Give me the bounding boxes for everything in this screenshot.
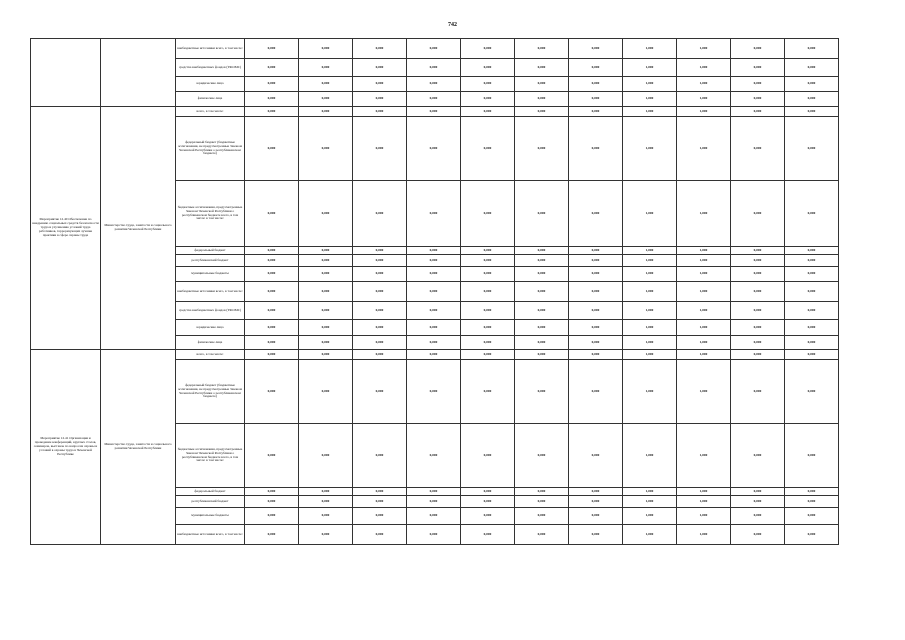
amount-cell: 0,000 <box>407 350 461 360</box>
amount-cell: 0,000 <box>353 350 407 360</box>
amount-cell: 0,000 <box>569 181 623 247</box>
amount-cell: 0,000 <box>731 488 785 496</box>
funding-source-cell: юридические лица <box>176 77 245 92</box>
amount-cell: 0,000 <box>461 424 515 488</box>
amount-cell: 0,000 <box>515 282 569 302</box>
amount-cell: 0,000 <box>731 247 785 255</box>
funding-source-cell: внебюджетные источники всего, в том числе: <box>176 282 245 302</box>
amount-cell: 0,000 <box>245 107 299 117</box>
amount-cell: 0,000 <box>731 117 785 181</box>
table-row <box>31 39 839 59</box>
amount-cell: 0,000 <box>245 525 299 545</box>
amount-cell: 0,000 <box>407 117 461 181</box>
amount-cell: 0,000 <box>461 117 515 181</box>
amount-cell: 0,000 <box>515 92 569 107</box>
amount-cell: 0,000 <box>785 336 839 350</box>
amount-cell: 1,000 <box>677 488 731 496</box>
amount-cell: 0,000 <box>569 488 623 496</box>
amount-cell: 0,000 <box>245 508 299 525</box>
amount-cell: 0,000 <box>731 424 785 488</box>
amount-cell: 0,000 <box>731 107 785 117</box>
amount-cell: 0,000 <box>353 488 407 496</box>
amount-cell: 0,000 <box>515 181 569 247</box>
amount-cell: 0,000 <box>299 255 353 267</box>
amount-cell: 0,000 <box>407 525 461 545</box>
amount-cell: 1,000 <box>623 267 677 282</box>
amount-cell: 0,000 <box>569 247 623 255</box>
amount-cell: 0,000 <box>785 39 839 59</box>
event-name-cell <box>31 39 101 107</box>
funding-source-cell: республиканский бюджет <box>176 496 245 508</box>
funding-source-cell: федеральный бюджет (бюджетные ассигнования, не предусмотренные Законом Чеченской Республики о республиканском бюджете) <box>176 360 245 424</box>
amount-cell: 1,000 <box>677 59 731 77</box>
amount-cell: 0,000 <box>245 247 299 255</box>
amount-cell: 0,000 <box>407 336 461 350</box>
amount-cell: 0,000 <box>569 107 623 117</box>
amount-cell: 0,000 <box>245 181 299 247</box>
amount-cell: 0,000 <box>785 181 839 247</box>
amount-cell: 0,000 <box>299 525 353 545</box>
amount-cell: 0,000 <box>785 424 839 488</box>
amount-cell: 0,000 <box>569 336 623 350</box>
amount-cell: 0,000 <box>461 181 515 247</box>
funding-source-cell: бюджетные ассигнования, предусмотренные Законом Чеченской Республики о республиканском бюджете всего, в том числе: в том числе: <box>176 181 245 247</box>
amount-cell: 0,000 <box>461 107 515 117</box>
funding-source-cell: федеральный бюджет <box>176 247 245 255</box>
amount-cell: 0,000 <box>245 117 299 181</box>
amount-cell: 0,000 <box>785 255 839 267</box>
amount-cell: 0,000 <box>461 488 515 496</box>
amount-cell: 0,000 <box>353 282 407 302</box>
amount-cell: 1,000 <box>677 117 731 181</box>
amount-cell: 1,000 <box>677 360 731 424</box>
executor-cell <box>101 39 176 107</box>
amount-cell: 0,000 <box>299 496 353 508</box>
amount-cell: 1,000 <box>623 247 677 255</box>
amount-cell: 0,000 <box>785 247 839 255</box>
amount-cell: 0,000 <box>515 350 569 360</box>
amount-cell: 0,000 <box>731 267 785 282</box>
amount-cell: 0,000 <box>785 77 839 92</box>
amount-cell: 0,000 <box>731 508 785 525</box>
amount-cell: 1,000 <box>677 77 731 92</box>
amount-cell: 0,000 <box>569 255 623 267</box>
amount-cell: 0,000 <box>515 247 569 255</box>
amount-cell: 1,000 <box>677 267 731 282</box>
amount-cell: 0,000 <box>245 77 299 92</box>
amount-cell: 0,000 <box>461 92 515 107</box>
amount-cell: 0,000 <box>731 496 785 508</box>
amount-cell: 0,000 <box>461 255 515 267</box>
amount-cell: 0,000 <box>299 107 353 117</box>
funding-source-cell: бюджетные ассигнования, предусмотренные Законом Чеченской Республики о республиканском бюджете всего, в том числе: в том числе: <box>176 424 245 488</box>
amount-cell: 0,000 <box>515 117 569 181</box>
amount-cell: 0,000 <box>245 424 299 488</box>
amount-cell: 0,000 <box>461 77 515 92</box>
funding-source-cell: республиканский бюджет <box>176 255 245 267</box>
amount-cell: 0,000 <box>407 77 461 92</box>
amount-cell: 0,000 <box>407 107 461 117</box>
amount-cell: 0,000 <box>353 320 407 336</box>
amount-cell: 1,000 <box>623 59 677 77</box>
amount-cell: 0,000 <box>407 424 461 488</box>
amount-cell: 0,000 <box>299 92 353 107</box>
amount-cell: 0,000 <box>353 117 407 181</box>
amount-cell: 1,000 <box>677 181 731 247</box>
amount-cell: 0,000 <box>515 424 569 488</box>
amount-cell: 0,000 <box>569 77 623 92</box>
amount-cell: 1,000 <box>677 39 731 59</box>
amount-cell: 0,000 <box>785 267 839 282</box>
amount-cell: 0,000 <box>731 39 785 59</box>
amount-cell: 0,000 <box>515 525 569 545</box>
amount-cell: 0,000 <box>461 267 515 282</box>
budget-table <box>30 38 839 545</box>
amount-cell: 0,000 <box>299 39 353 59</box>
amount-cell: 0,000 <box>299 508 353 525</box>
amount-cell: 0,000 <box>407 282 461 302</box>
amount-cell: 0,000 <box>245 302 299 320</box>
amount-cell: 0,000 <box>299 181 353 247</box>
amount-cell: 0,000 <box>353 424 407 488</box>
amount-cell: 0,000 <box>353 247 407 255</box>
amount-cell: 0,000 <box>731 525 785 545</box>
page-number: 742 <box>448 22 457 28</box>
amount-cell: 0,000 <box>245 282 299 302</box>
amount-cell: 1,000 <box>677 107 731 117</box>
amount-cell: 0,000 <box>245 320 299 336</box>
amount-cell: 0,000 <box>353 39 407 59</box>
amount-cell: 0,000 <box>299 302 353 320</box>
amount-cell: 0,000 <box>785 107 839 117</box>
amount-cell: 0,000 <box>569 302 623 320</box>
funding-source-cell: внебюджетные источники всего, в том числе: <box>176 39 245 59</box>
funding-source-cell: средства внебюджетных фондов (ТФОМС) <box>176 59 245 77</box>
amount-cell: 0,000 <box>731 59 785 77</box>
funding-source-cell: юридические лица <box>176 320 245 336</box>
amount-cell: 0,000 <box>569 39 623 59</box>
executor-cell: Министерство труда, занятости и социального развития Чеченской Республики <box>101 350 176 545</box>
amount-cell: 0,000 <box>461 302 515 320</box>
amount-cell: 0,000 <box>731 360 785 424</box>
amount-cell: 0,000 <box>299 488 353 496</box>
amount-cell: 0,000 <box>299 77 353 92</box>
amount-cell: 0,000 <box>785 360 839 424</box>
amount-cell: 1,000 <box>677 496 731 508</box>
amount-cell: 0,000 <box>515 39 569 59</box>
amount-cell: 1,000 <box>623 360 677 424</box>
amount-cell: 0,000 <box>515 255 569 267</box>
amount-cell: 1,000 <box>623 77 677 92</box>
table-row <box>31 107 839 117</box>
amount-cell: 0,000 <box>407 360 461 424</box>
amount-cell: 0,000 <box>461 350 515 360</box>
amount-cell: 1,000 <box>623 488 677 496</box>
amount-cell: 1,000 <box>677 282 731 302</box>
amount-cell: 0,000 <box>569 424 623 488</box>
amount-cell: 1,000 <box>623 255 677 267</box>
amount-cell: 0,000 <box>569 267 623 282</box>
funding-source-cell: федеральный бюджет (бюджетные ассигнования, не предусмотренные Законом Чеченской Республики о республиканском бюджете) <box>176 117 245 181</box>
amount-cell: 0,000 <box>515 496 569 508</box>
amount-cell: 0,000 <box>407 302 461 320</box>
amount-cell: 0,000 <box>785 282 839 302</box>
amount-cell: 0,000 <box>461 282 515 302</box>
event-name-cell: Мероприятие 12.41 Организация и проведение конференций, круглых столов, семинаров, выставок по вопросам охраны и условий в охраны труда в Чеченской Республике <box>31 350 101 545</box>
amount-cell: 1,000 <box>623 508 677 525</box>
amount-cell: 0,000 <box>299 267 353 282</box>
amount-cell: 0,000 <box>461 496 515 508</box>
amount-cell: 0,000 <box>515 336 569 350</box>
amount-cell: 0,000 <box>407 267 461 282</box>
amount-cell: 0,000 <box>461 508 515 525</box>
amount-cell: 1,000 <box>677 320 731 336</box>
funding-source-cell: внебюджетные источники всего, в том числе: <box>176 525 245 545</box>
amount-cell: 0,000 <box>569 282 623 302</box>
amount-cell: 0,000 <box>245 496 299 508</box>
amount-cell: 0,000 <box>353 496 407 508</box>
amount-cell: 0,000 <box>299 320 353 336</box>
amount-cell: 0,000 <box>245 39 299 59</box>
amount-cell: 1,000 <box>623 496 677 508</box>
amount-cell: 0,000 <box>461 336 515 350</box>
amount-cell: 0,000 <box>785 496 839 508</box>
funding-source-cell: федеральный бюджет <box>176 488 245 496</box>
amount-cell: 1,000 <box>677 424 731 488</box>
amount-cell: 0,000 <box>569 117 623 181</box>
amount-cell: 0,000 <box>569 508 623 525</box>
funding-source-cell: муниципальные бюджеты <box>176 508 245 525</box>
amount-cell: 0,000 <box>515 302 569 320</box>
amount-cell: 1,000 <box>677 350 731 360</box>
amount-cell: 0,000 <box>515 508 569 525</box>
amount-cell: 0,000 <box>353 59 407 77</box>
funding-source-cell: физические лица <box>176 92 245 107</box>
amount-cell: 0,000 <box>569 525 623 545</box>
amount-cell: 0,000 <box>731 282 785 302</box>
amount-cell: 0,000 <box>569 350 623 360</box>
amount-cell: 0,000 <box>461 320 515 336</box>
amount-cell: 1,000 <box>623 107 677 117</box>
amount-cell: 1,000 <box>677 255 731 267</box>
amount-cell: 1,000 <box>623 39 677 59</box>
amount-cell: 0,000 <box>785 525 839 545</box>
amount-cell: 0,000 <box>461 59 515 77</box>
funding-source-cell: физические лица <box>176 336 245 350</box>
amount-cell: 1,000 <box>623 117 677 181</box>
amount-cell: 0,000 <box>785 488 839 496</box>
amount-cell: 0,000 <box>407 59 461 77</box>
amount-cell: 0,000 <box>353 267 407 282</box>
amount-cell: 0,000 <box>785 302 839 320</box>
amount-cell: 0,000 <box>515 107 569 117</box>
amount-cell: 0,000 <box>731 255 785 267</box>
amount-cell: 0,000 <box>299 360 353 424</box>
amount-cell: 0,000 <box>299 282 353 302</box>
amount-cell: 0,000 <box>731 320 785 336</box>
funding-source-cell: средства внебюджетных фондов (ТФОМС) <box>176 302 245 320</box>
amount-cell: 0,000 <box>353 77 407 92</box>
amount-cell: 0,000 <box>245 92 299 107</box>
amount-cell: 0,000 <box>299 117 353 181</box>
amount-cell: 0,000 <box>353 336 407 350</box>
amount-cell: 0,000 <box>245 488 299 496</box>
amount-cell: 0,000 <box>515 59 569 77</box>
amount-cell: 0,000 <box>515 320 569 336</box>
amount-cell: 0,000 <box>461 247 515 255</box>
amount-cell: 1,000 <box>677 508 731 525</box>
funding-source-cell: всего, в том числе: <box>176 350 245 360</box>
amount-cell: 0,000 <box>245 350 299 360</box>
amount-cell: 0,000 <box>407 39 461 59</box>
amount-cell: 0,000 <box>569 320 623 336</box>
amount-cell: 1,000 <box>677 247 731 255</box>
amount-cell: 0,000 <box>569 92 623 107</box>
amount-cell: 0,000 <box>785 320 839 336</box>
amount-cell: 1,000 <box>623 181 677 247</box>
amount-cell: 0,000 <box>785 117 839 181</box>
funding-source-cell: всего, в том числе: <box>176 107 245 117</box>
amount-cell: 0,000 <box>245 59 299 77</box>
amount-cell: 0,000 <box>353 107 407 117</box>
amount-cell: 1,000 <box>623 525 677 545</box>
amount-cell: 0,000 <box>245 336 299 350</box>
amount-cell: 0,000 <box>515 360 569 424</box>
amount-cell: 0,000 <box>461 360 515 424</box>
amount-cell: 0,000 <box>299 424 353 488</box>
amount-cell: 0,000 <box>353 360 407 424</box>
amount-cell: 1,000 <box>623 302 677 320</box>
amount-cell: 0,000 <box>407 255 461 267</box>
amount-cell: 0,000 <box>407 320 461 336</box>
amount-cell: 1,000 <box>677 92 731 107</box>
amount-cell: 1,000 <box>623 350 677 360</box>
amount-cell: 0,000 <box>299 247 353 255</box>
amount-cell: 0,000 <box>407 247 461 255</box>
amount-cell: 0,000 <box>299 336 353 350</box>
amount-cell: 1,000 <box>623 336 677 350</box>
amount-cell: 0,000 <box>353 508 407 525</box>
executor-cell: Министерство труда, занятости и социального развития Чеченской Республики <box>101 107 176 350</box>
funding-source-cell: муниципальные бюджеты <box>176 267 245 282</box>
amount-cell: 0,000 <box>515 267 569 282</box>
amount-cell: 0,000 <box>245 255 299 267</box>
amount-cell: 1,000 <box>623 424 677 488</box>
amount-cell: 0,000 <box>353 181 407 247</box>
amount-cell: 0,000 <box>731 336 785 350</box>
amount-cell: 0,000 <box>731 302 785 320</box>
amount-cell: 1,000 <box>677 525 731 545</box>
amount-cell: 0,000 <box>245 267 299 282</box>
amount-cell: 0,000 <box>353 525 407 545</box>
amount-cell: 0,000 <box>353 302 407 320</box>
amount-cell: 0,000 <box>407 496 461 508</box>
amount-cell: 1,000 <box>623 282 677 302</box>
amount-cell: 0,000 <box>299 350 353 360</box>
table-row <box>31 350 839 360</box>
event-name-cell: Мероприятие 12.40 Обеспечение по внедрению социальных средств безопасности труда и улучшению условий труда работников, терроризующих лучшие практики в сфере охраны труда <box>31 107 101 350</box>
amount-cell: 0,000 <box>407 508 461 525</box>
amount-cell: 0,000 <box>569 496 623 508</box>
amount-cell: 0,000 <box>407 181 461 247</box>
amount-cell: 0,000 <box>731 77 785 92</box>
amount-cell: 1,000 <box>623 92 677 107</box>
amount-cell: 0,000 <box>245 360 299 424</box>
amount-cell: 0,000 <box>569 360 623 424</box>
amount-cell: 0,000 <box>785 350 839 360</box>
amount-cell: 0,000 <box>785 92 839 107</box>
amount-cell: 0,000 <box>785 508 839 525</box>
amount-cell: 0,000 <box>569 59 623 77</box>
amount-cell: 0,000 <box>299 59 353 77</box>
amount-cell: 0,000 <box>461 39 515 59</box>
amount-cell: 0,000 <box>731 92 785 107</box>
amount-cell: 0,000 <box>515 77 569 92</box>
amount-cell: 0,000 <box>461 525 515 545</box>
amount-cell: 0,000 <box>353 92 407 107</box>
amount-cell: 0,000 <box>515 488 569 496</box>
amount-cell: 0,000 <box>731 350 785 360</box>
amount-cell: 1,000 <box>677 302 731 320</box>
amount-cell: 0,000 <box>785 59 839 77</box>
amount-cell: 1,000 <box>623 320 677 336</box>
amount-cell: 0,000 <box>731 181 785 247</box>
amount-cell: 0,000 <box>353 255 407 267</box>
amount-cell: 0,000 <box>407 488 461 496</box>
amount-cell: 1,000 <box>677 336 731 350</box>
amount-cell: 0,000 <box>407 92 461 107</box>
